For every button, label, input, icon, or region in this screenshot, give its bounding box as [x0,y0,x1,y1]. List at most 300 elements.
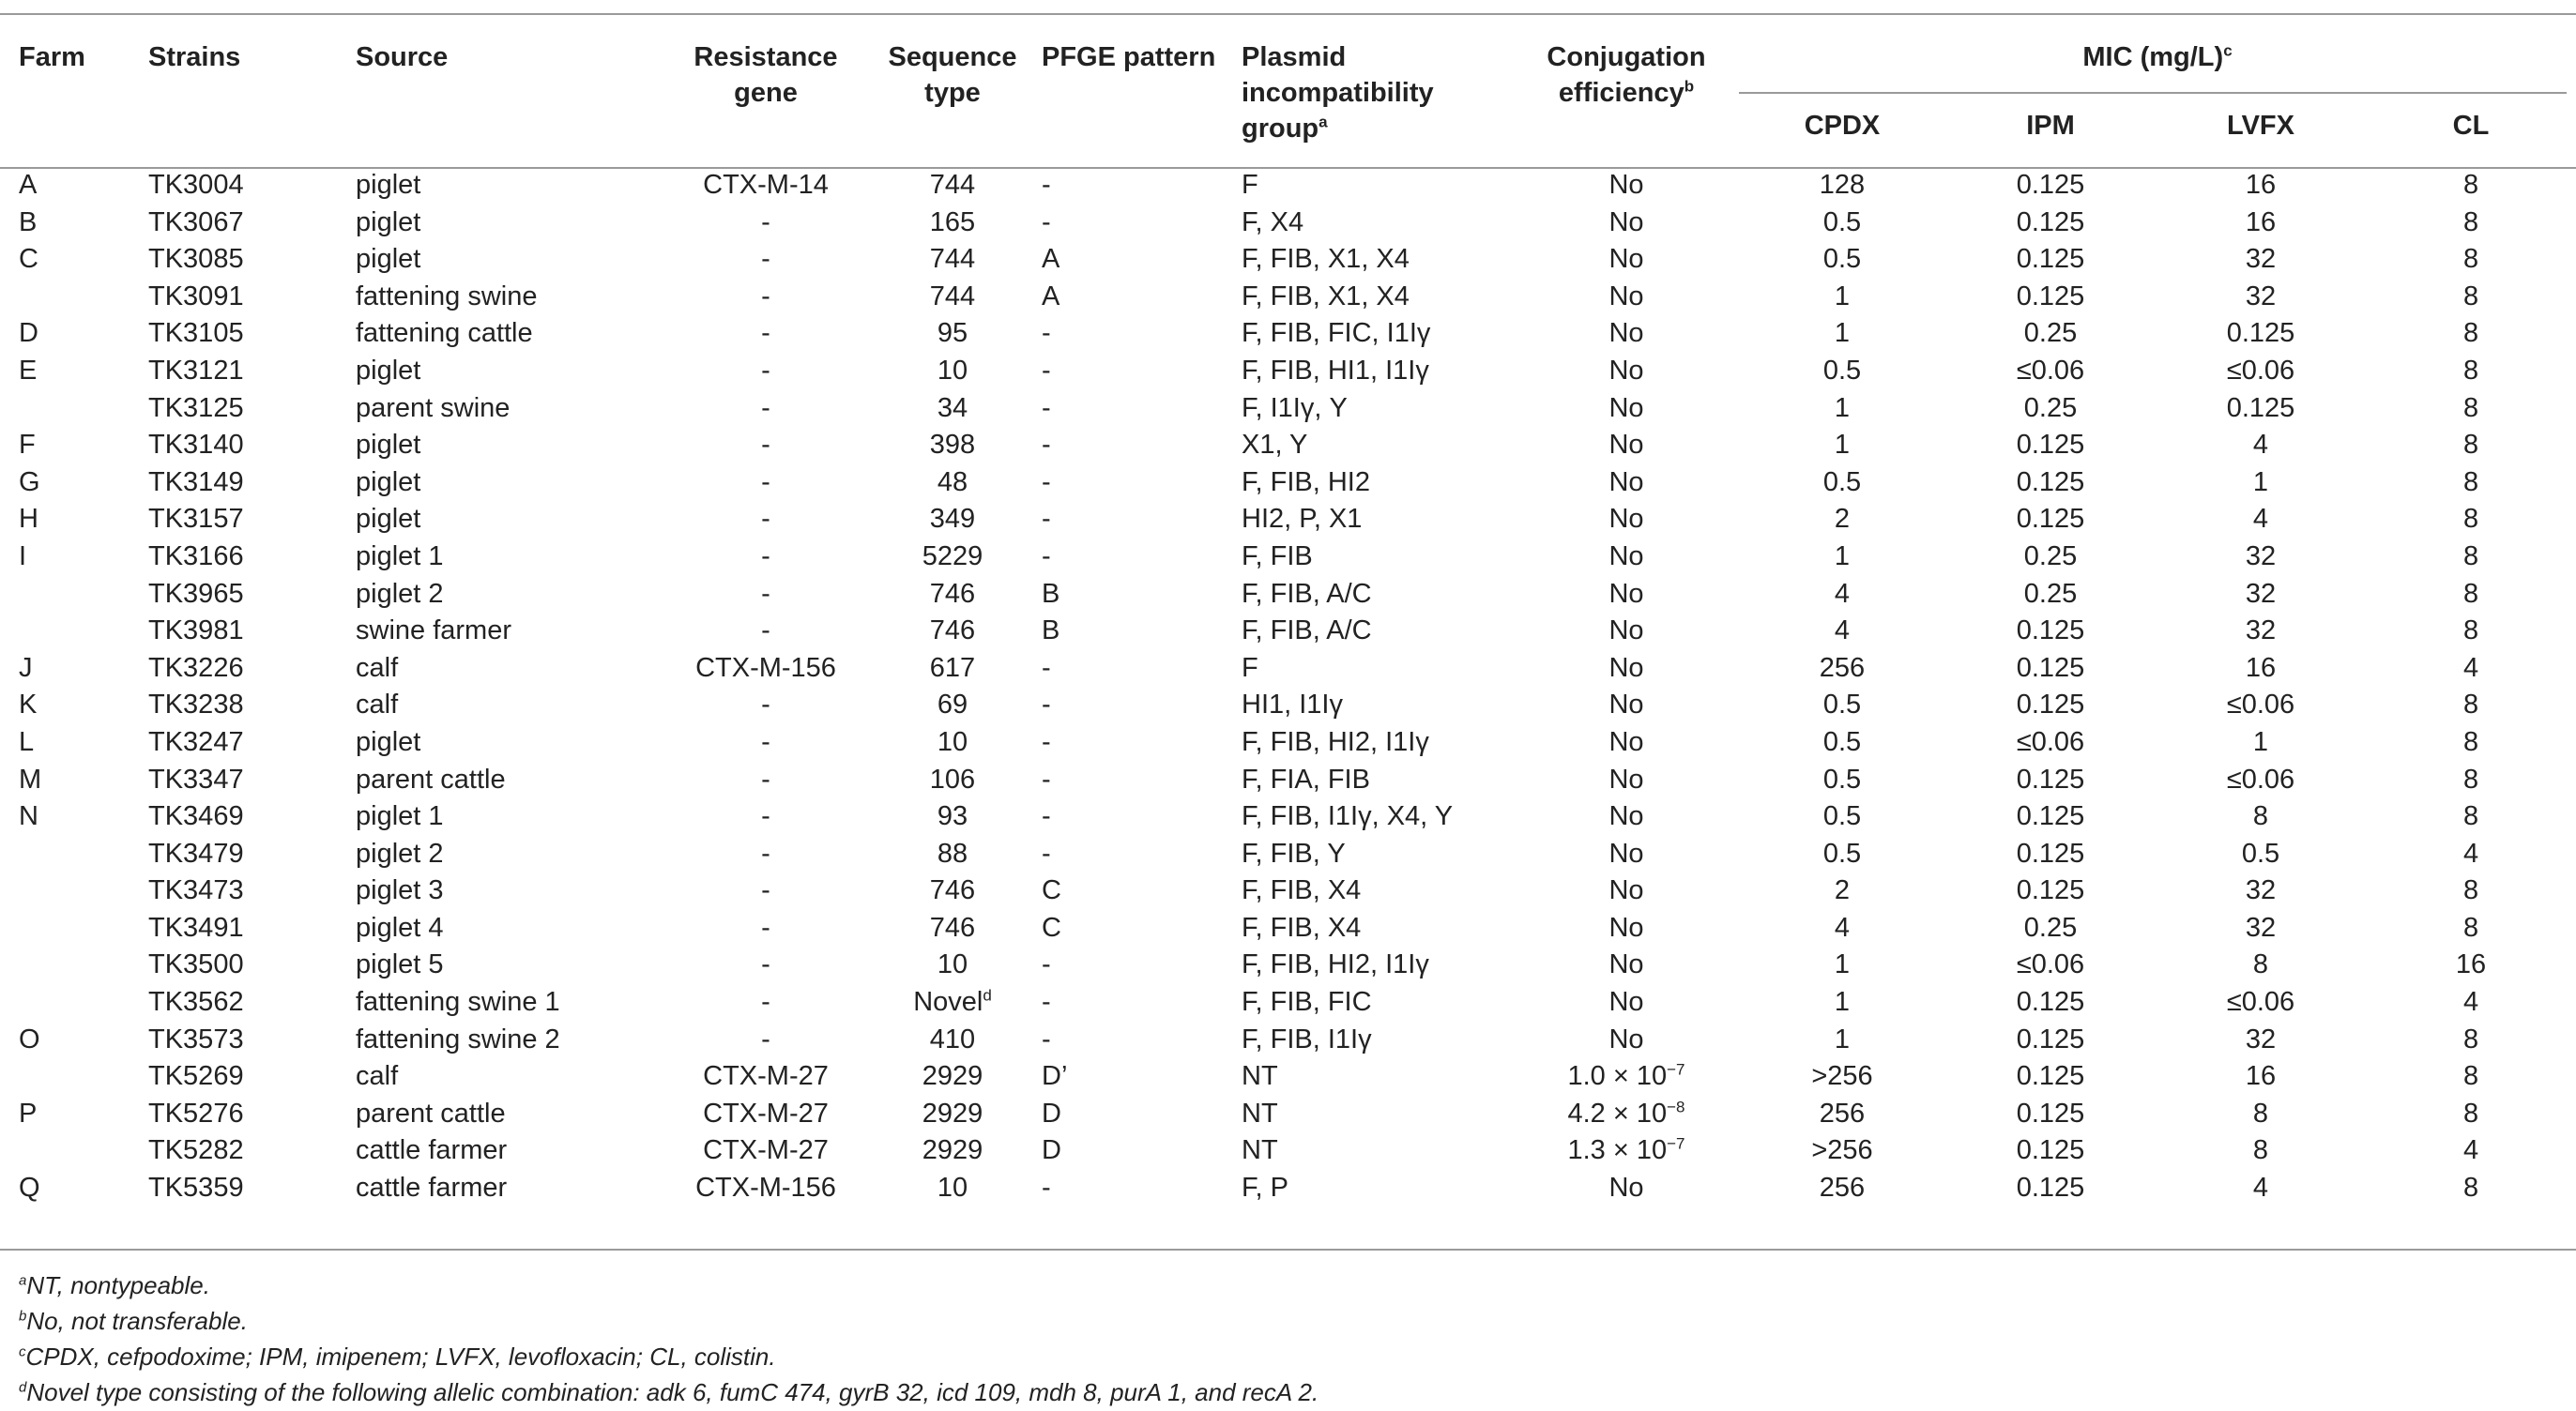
farm-cell: E [19,355,38,386]
resistance-gene-cell: - [761,726,770,757]
col-resistance-gene: Resistance gene [694,42,838,108]
strain-cell: TK3140 [148,430,244,461]
source-cell: piglet [356,466,421,497]
pfge-cell: - [1042,726,1051,757]
table-row [0,353,2576,390]
mic-lvfx-cell: ≤0.06 [2226,355,2295,386]
mic-cl-cell: 8 [2462,392,2479,423]
resistance-gene-cell: - [761,318,770,349]
col-pfge: PFGE pattern [1042,42,1216,72]
sequence-type-cell: 10 [937,726,968,757]
mic-cl-cell: 8 [2462,430,2479,461]
table-row [0,724,2576,762]
mic-cl-cell: 8 [2462,244,2479,275]
source-cell: fattening swine 2 [356,1024,560,1054]
source-cell: cattle farmer [356,1135,508,1166]
resistance-gene-cell: CTX-M-156 [695,1173,836,1204]
mic-cpdx-cell: 2 [1834,504,1851,535]
col-source: Source [356,42,449,72]
mic-ipm-cell: 0.125 [2016,875,2085,906]
mic-cpdx-cell: 128 [1819,170,1866,200]
plasmid-cell: F [1242,652,1258,683]
table-row [0,910,2576,948]
source-cell: piglet 2 [356,578,444,609]
resistance-gene-cell: - [761,430,770,461]
farm-cell [0,1058,148,1096]
mic-lvfx-cell: 16 [2245,1061,2277,1092]
sequence-type-cell: 165 [929,206,976,237]
strain-cell: TK3226 [148,652,244,683]
plasmid-cell: F, FIB, I1Iγ, X4, Y [1242,801,1454,832]
table-row [0,1096,2576,1133]
sequence-type-cell: 69 [937,690,968,721]
mic-lvfx-cell: 4 [2252,430,2269,461]
table-row [0,167,2576,205]
conjugation-cell: No [1608,430,1644,461]
mic-ipm-cell: 0.125 [2016,690,2085,721]
mic-ipm-cell: 0.125 [2016,1098,2085,1129]
resistance-gene-cell: - [761,987,770,1018]
pfge-cell: - [1042,764,1051,795]
table-row [0,241,2576,279]
strain-cell: TK3085 [148,244,244,275]
mic-lvfx-cell: 1 [2252,726,2269,757]
mic-cl-cell: 8 [2462,1024,2479,1054]
mic-cpdx-cell: 0.5 [1822,726,1862,757]
resistance-gene-cell: - [761,355,770,386]
sequence-type-cell: 410 [929,1024,976,1054]
mic-ipm-cell: 0.125 [2016,652,2085,683]
conjugation-cell: No [1608,615,1644,646]
source-cell: piglet 1 [356,801,444,832]
mic-ipm-cell: 0.25 [2023,578,2078,609]
table-row [0,501,2576,539]
conjugation-cell: No [1608,540,1644,571]
table-row [0,613,2576,650]
source-cell: cattle farmer [356,1173,508,1204]
mic-lvfx-cell: 4 [2252,1173,2269,1204]
plasmid-cell: F, FIB, FIC [1242,987,1372,1018]
plasmid-cell: F, I1Iγ, Y [1242,392,1348,423]
plasmid-cell: F, FIB, A/C [1242,615,1372,646]
farm-cell: J [19,652,33,683]
mic-cpdx-cell: 0.5 [1822,764,1862,795]
mic-cl-cell: 8 [2462,875,2479,906]
col-strains: Strains [148,42,241,72]
mic-ipm-cell: 0.125 [2016,466,2085,497]
table-row [0,390,2576,428]
mic-cl-cell: 8 [2462,355,2479,386]
pfge-cell: - [1042,206,1051,237]
mic-cl-cell: 8 [2462,206,2479,237]
mic-cpdx-cell: >256 [1811,1135,1873,1166]
mic-cpdx-cell: 1 [1834,318,1851,349]
resistance-gene-cell: - [761,466,770,497]
mic-ipm-cell: 0.125 [2016,430,2085,461]
conjugation-cell: No [1608,764,1644,795]
mic-lvfx-cell: 0.5 [2241,838,2280,869]
table-row [0,427,2576,464]
farm-cell: B [19,206,38,237]
plasmid-cell: F, FIB, HI1, I1Iγ [1242,355,1429,386]
pfge-cell: - [1042,318,1051,349]
farm-cell [0,836,148,873]
plasmid-cell: NT [1242,1061,1278,1092]
sequence-type-cell: 93 [937,801,968,832]
conjugation-cell: No [1608,652,1644,683]
mic-ipm-cell: 0.125 [2016,281,2085,311]
conjugation-cell: No [1608,578,1644,609]
pfge-cell: A [1042,281,1060,311]
resistance-gene-cell: CTX-M-27 [703,1135,829,1166]
farm-cell [0,984,148,1022]
pfge-cell: B [1042,578,1060,609]
conjugation-cell: No [1608,838,1644,869]
strain-cell: TK3091 [148,281,244,311]
footnote: $^a$NT, nontypeable. [19,1271,210,1299]
sequence-type-cell: 744 [929,244,976,275]
mic-ipm-cell: 0.125 [2016,170,2085,200]
col-conjugation: Conjugation efficiency$^b$ [1547,42,1706,108]
mic-lvfx-cell: 32 [2245,875,2277,906]
table-row [0,836,2576,873]
pfge-cell: C [1042,875,1061,906]
sequence-type-cell: 617 [929,652,976,683]
mic-cl-cell: 8 [2462,281,2479,311]
mic-cpdx-cell: 4 [1834,578,1851,609]
pfge-cell: - [1042,1173,1051,1204]
mic-lvfx-cell: 32 [2245,912,2277,943]
sequence-type-cell: 106 [929,764,976,795]
strain-cell: TK3238 [148,690,244,721]
mic-cpdx-cell: 0.5 [1822,838,1862,869]
pfge-cell: - [1042,1024,1051,1054]
source-cell: parent cattle [356,764,506,795]
plasmid-cell: F, FIB, X1, X4 [1242,281,1410,311]
mic-cl-cell: 16 [2455,949,2487,980]
sequence-type-cell: 2929 [922,1135,983,1166]
conjugation-cell: No [1608,987,1644,1018]
table-row [0,539,2576,576]
resistance-gene-cell: CTX-M-27 [703,1061,829,1092]
resistance-gene-cell: - [761,764,770,795]
mic-cpdx-cell: 1 [1834,949,1851,980]
source-cell: fattening swine 1 [356,987,560,1018]
conjugation-cell: No [1608,949,1644,980]
strain-cell: TK3981 [148,615,244,646]
col-ipm: IPM [2026,111,2075,141]
pfge-cell: D’ [1042,1061,1068,1092]
mic-cl-cell: 8 [2462,578,2479,609]
conjugation-cell: No [1608,244,1644,275]
source-cell: piglet 3 [356,875,444,906]
resistance-gene-cell: - [761,875,770,906]
farm-cell: N [19,801,38,832]
source-cell: calf [356,1061,399,1092]
plasmid-cell: F, FIB, HI2 [1242,466,1370,497]
sequence-type-cell: 10 [937,355,968,386]
resistance-gene-cell: - [761,801,770,832]
conjugation-cell: $4.2 \times 10^{-8}$ [1567,1098,1685,1129]
resistance-gene-cell: - [761,615,770,646]
sequence-type-cell: 2929 [922,1061,983,1092]
table-body [0,167,2576,1207]
sequence-type-cell: 88 [937,838,968,869]
mic-cpdx-cell: 1 [1834,392,1851,423]
mic-ipm-cell: 0.125 [2016,764,2085,795]
strain-cell: TK3469 [148,801,244,832]
source-cell: fattening swine [356,281,538,311]
farm-cell [0,947,148,984]
conjugation-cell: No [1608,875,1644,906]
mic-cpdx-cell: 0.5 [1822,690,1862,721]
resistance-gene-cell: - [761,244,770,275]
plasmid-cell: F, FIB, X1, X4 [1242,244,1410,275]
strain-cell: TK3562 [148,987,244,1018]
mic-lvfx-cell: 0.125 [2226,392,2295,423]
table-row [0,984,2576,1022]
conjugation-cell: No [1608,170,1644,200]
conjugation-cell: $1.0 \times 10^{-7}$ [1567,1060,1685,1092]
sequence-type-cell: 746 [929,912,976,943]
conjugation-cell: No [1608,206,1644,237]
strain-cell: TK5359 [148,1173,244,1204]
col-mic-group: MIC $(mg/L)^c$ [2082,41,2233,72]
farm-cell: K [19,690,38,721]
mic-lvfx-cell: 8 [2252,801,2269,832]
mic-cl-cell: 8 [2462,764,2479,795]
source-cell: piglet 5 [356,949,444,980]
mic-cl-cell: 8 [2462,1098,2479,1129]
sequence-type-cell: 744 [929,170,976,200]
plasmid-cell: F, FIA, FIB [1242,764,1370,795]
source-cell: piglet [356,244,421,275]
pfge-cell: - [1042,949,1051,980]
table-row [0,872,2576,910]
source-cell: piglet [356,206,421,237]
farm-cell: Q [19,1173,40,1204]
col-plasmid: Plasmid incompatibility group$^a$ [1242,42,1434,144]
farm-cell: G [19,466,40,497]
pfge-cell: B [1042,615,1060,646]
plasmid-cell: F, FIB, X4 [1242,875,1362,906]
mic-ipm-cell: 0.125 [2016,244,2085,275]
conjugation-cell: No [1608,1024,1644,1054]
mic-lvfx-cell: ≤0.06 [2226,764,2295,795]
pfge-cell: - [1042,170,1051,200]
source-cell: calf [356,690,399,721]
source-cell: parent cattle [356,1098,506,1129]
mic-lvfx-cell: ≤0.06 [2226,690,2295,721]
mic-lvfx-cell: 32 [2245,1024,2277,1054]
mic-lvfx-cell: 32 [2245,281,2277,311]
table-row [0,650,2576,688]
mic-cl-cell: 8 [2462,690,2479,721]
resistance-gene-cell: - [761,206,770,237]
resistance-gene-cell: - [761,838,770,869]
mic-cpdx-cell: 256 [1819,1173,1866,1204]
pfge-cell: C [1042,912,1061,943]
mic-cpdx-cell: 256 [1819,652,1866,683]
source-cell: piglet [356,355,421,386]
resistance-gene-cell: - [761,504,770,535]
source-cell: fattening cattle [356,318,533,349]
farm-cell [0,576,148,614]
plasmid-cell: F, FIB, X4 [1242,912,1362,943]
pfge-cell: D [1042,1098,1061,1129]
resistance-gene-cell: - [761,578,770,609]
plasmid-cell: NT [1242,1098,1278,1129]
pfge-cell: - [1042,838,1051,869]
mic-cl-cell: 8 [2462,801,2479,832]
farm-cell: L [19,726,35,757]
mic-cl-cell: 8 [2462,540,2479,571]
table-row [0,1132,2576,1170]
plasmid-cell: F, P [1242,1173,1288,1204]
conjugation-cell: No [1608,355,1644,386]
pfge-cell: - [1042,540,1051,571]
mic-ipm-cell: 0.125 [2016,1135,2085,1166]
mic-lvfx-cell: ≤0.06 [2226,987,2295,1018]
footnote: $^c$CPDX, cefpodoxime; IPM, imipenem; LVFX, levofloxacin; CL, colistin. [19,1343,776,1371]
strain-cell: TK3965 [148,578,244,609]
footnote: $^b$No, not transferable. [19,1307,248,1335]
strain-cell: TK3479 [148,838,244,869]
farm-cell [0,1132,148,1170]
strain-cell: TK3166 [148,540,244,571]
strain-cell: TK3004 [148,170,244,200]
source-cell: piglet [356,170,421,200]
farm-cell: O [19,1024,40,1054]
resistance-gene-cell: - [761,690,770,721]
farm-cell [0,872,148,910]
mic-cpdx-cell: 1 [1834,430,1851,461]
table-row [0,798,2576,836]
strain-cell: TK3491 [148,912,244,943]
mic-cpdx-cell: 256 [1819,1098,1866,1129]
mic-cpdx-cell: 2 [1834,875,1851,906]
pfge-cell: - [1042,987,1051,1018]
strain-cell: TK5269 [148,1061,244,1092]
farm-cell: A [19,170,38,200]
pfge-cell: - [1042,690,1051,721]
sequence-type-cell: 10 [937,1173,968,1204]
resistance-gene-cell: - [761,912,770,943]
pfge-cell: - [1042,466,1051,497]
mic-ipm-cell: 0.125 [2016,1061,2085,1092]
source-cell: piglet 1 [356,540,444,571]
strain-cell: TK3473 [148,875,244,906]
plasmid-cell: F, FIB, HI2, I1Iγ [1242,949,1429,980]
conjugation-cell: No [1608,318,1644,349]
mic-cpdx-cell: 0.5 [1822,206,1862,237]
pfge-cell: - [1042,355,1051,386]
mic-ipm-cell: 0.125 [2016,504,2085,535]
table-row [0,205,2576,242]
footnote: $^d$Novel type consisting of the following allelic combination: adk 6, fumC 474, gyrB 32, icd 109, mdh 8, purA 1, and recA 2. [19,1378,1319,1406]
col-sequence-type: Sequence type [888,42,1017,108]
sequence-type-cell: 398 [929,430,976,461]
mic-cpdx-cell: 0.5 [1822,801,1862,832]
mic-cl-cell: 8 [2462,504,2479,535]
table-row [0,687,2576,724]
col-farm: Farm [19,42,85,72]
strain-cell: TK3347 [148,764,244,795]
mic-cl-cell: 8 [2462,1173,2479,1204]
table-row [0,279,2576,316]
farm-cell: C [19,244,38,275]
farm-cell: H [19,504,38,535]
resistance-gene-cell: - [761,281,770,311]
pfge-cell: A [1042,244,1060,275]
mic-lvfx-cell: 32 [2245,244,2277,275]
table-row [0,762,2576,799]
mic-lvfx-cell: 8 [2252,1098,2269,1129]
pfge-cell: - [1042,504,1051,535]
mic-lvfx-cell: 32 [2245,578,2277,609]
mic-lvfx-cell: 0.125 [2226,318,2295,349]
mic-ipm-cell: 0.125 [2016,838,2085,869]
mic-lvfx-cell: 32 [2245,540,2277,571]
plasmid-cell: F [1242,170,1258,200]
mic-cpdx-cell: 1 [1834,1024,1851,1054]
strain-cell: TK3247 [148,726,244,757]
resistance-gene-cell: - [761,1024,770,1054]
pfge-cell: - [1042,801,1051,832]
source-cell: piglet [356,504,421,535]
strain-cell: TK3125 [148,392,244,423]
mic-lvfx-cell: 8 [2252,1135,2269,1166]
resistance-gene-cell: CTX-M-14 [703,170,829,200]
mic-lvfx-cell: 16 [2245,206,2277,237]
mic-cpdx-cell: 1 [1834,540,1851,571]
table-row [0,464,2576,502]
plasmid-cell: F, FIB, A/C [1242,578,1372,609]
farm-cell: I [19,540,27,571]
pfge-cell: - [1042,392,1051,423]
source-cell: swine farmer [356,615,511,646]
strain-cell: TK5282 [148,1135,244,1166]
mic-cl-cell: 4 [2462,987,2479,1018]
mic-cl-cell: 8 [2462,726,2479,757]
strain-cell: TK3067 [148,206,244,237]
conjugation-cell: No [1608,801,1644,832]
mic-cpdx-cell: 4 [1834,615,1851,646]
source-cell: piglet 2 [356,838,444,869]
source-cell: piglet 4 [356,912,444,943]
table-bottom-rule [0,1249,2576,1251]
resistance-gene-cell: CTX-M-27 [703,1098,829,1129]
mic-lvfx-cell: 32 [2245,615,2277,646]
farm-cell [0,390,148,428]
source-cell: piglet [356,430,421,461]
farm-cell [0,910,148,948]
plasmid-cell: X1, Y [1242,430,1308,461]
mic-cl-cell: 8 [2462,1061,2479,1092]
col-lvfx: LVFX [2227,111,2294,141]
mic-ipm-cell: 0.125 [2016,987,2085,1018]
plasmid-cell: F, FIB, HI2, I1Iγ [1242,726,1429,757]
mic-cl-cell: 8 [2462,318,2479,349]
sequence-type-cell: 746 [929,875,976,906]
strain-cell: TK3573 [148,1024,244,1054]
mic-cl-cell: 8 [2462,170,2479,200]
conjugation-cell: $1.3 \times 10^{-7}$ [1567,1134,1685,1166]
mic-ipm-cell: 0.125 [2016,1024,2085,1054]
mic-lvfx-cell: 16 [2245,170,2277,200]
sequence-type-cell: 34 [937,392,968,423]
resistance-gene-cell: - [761,392,770,423]
